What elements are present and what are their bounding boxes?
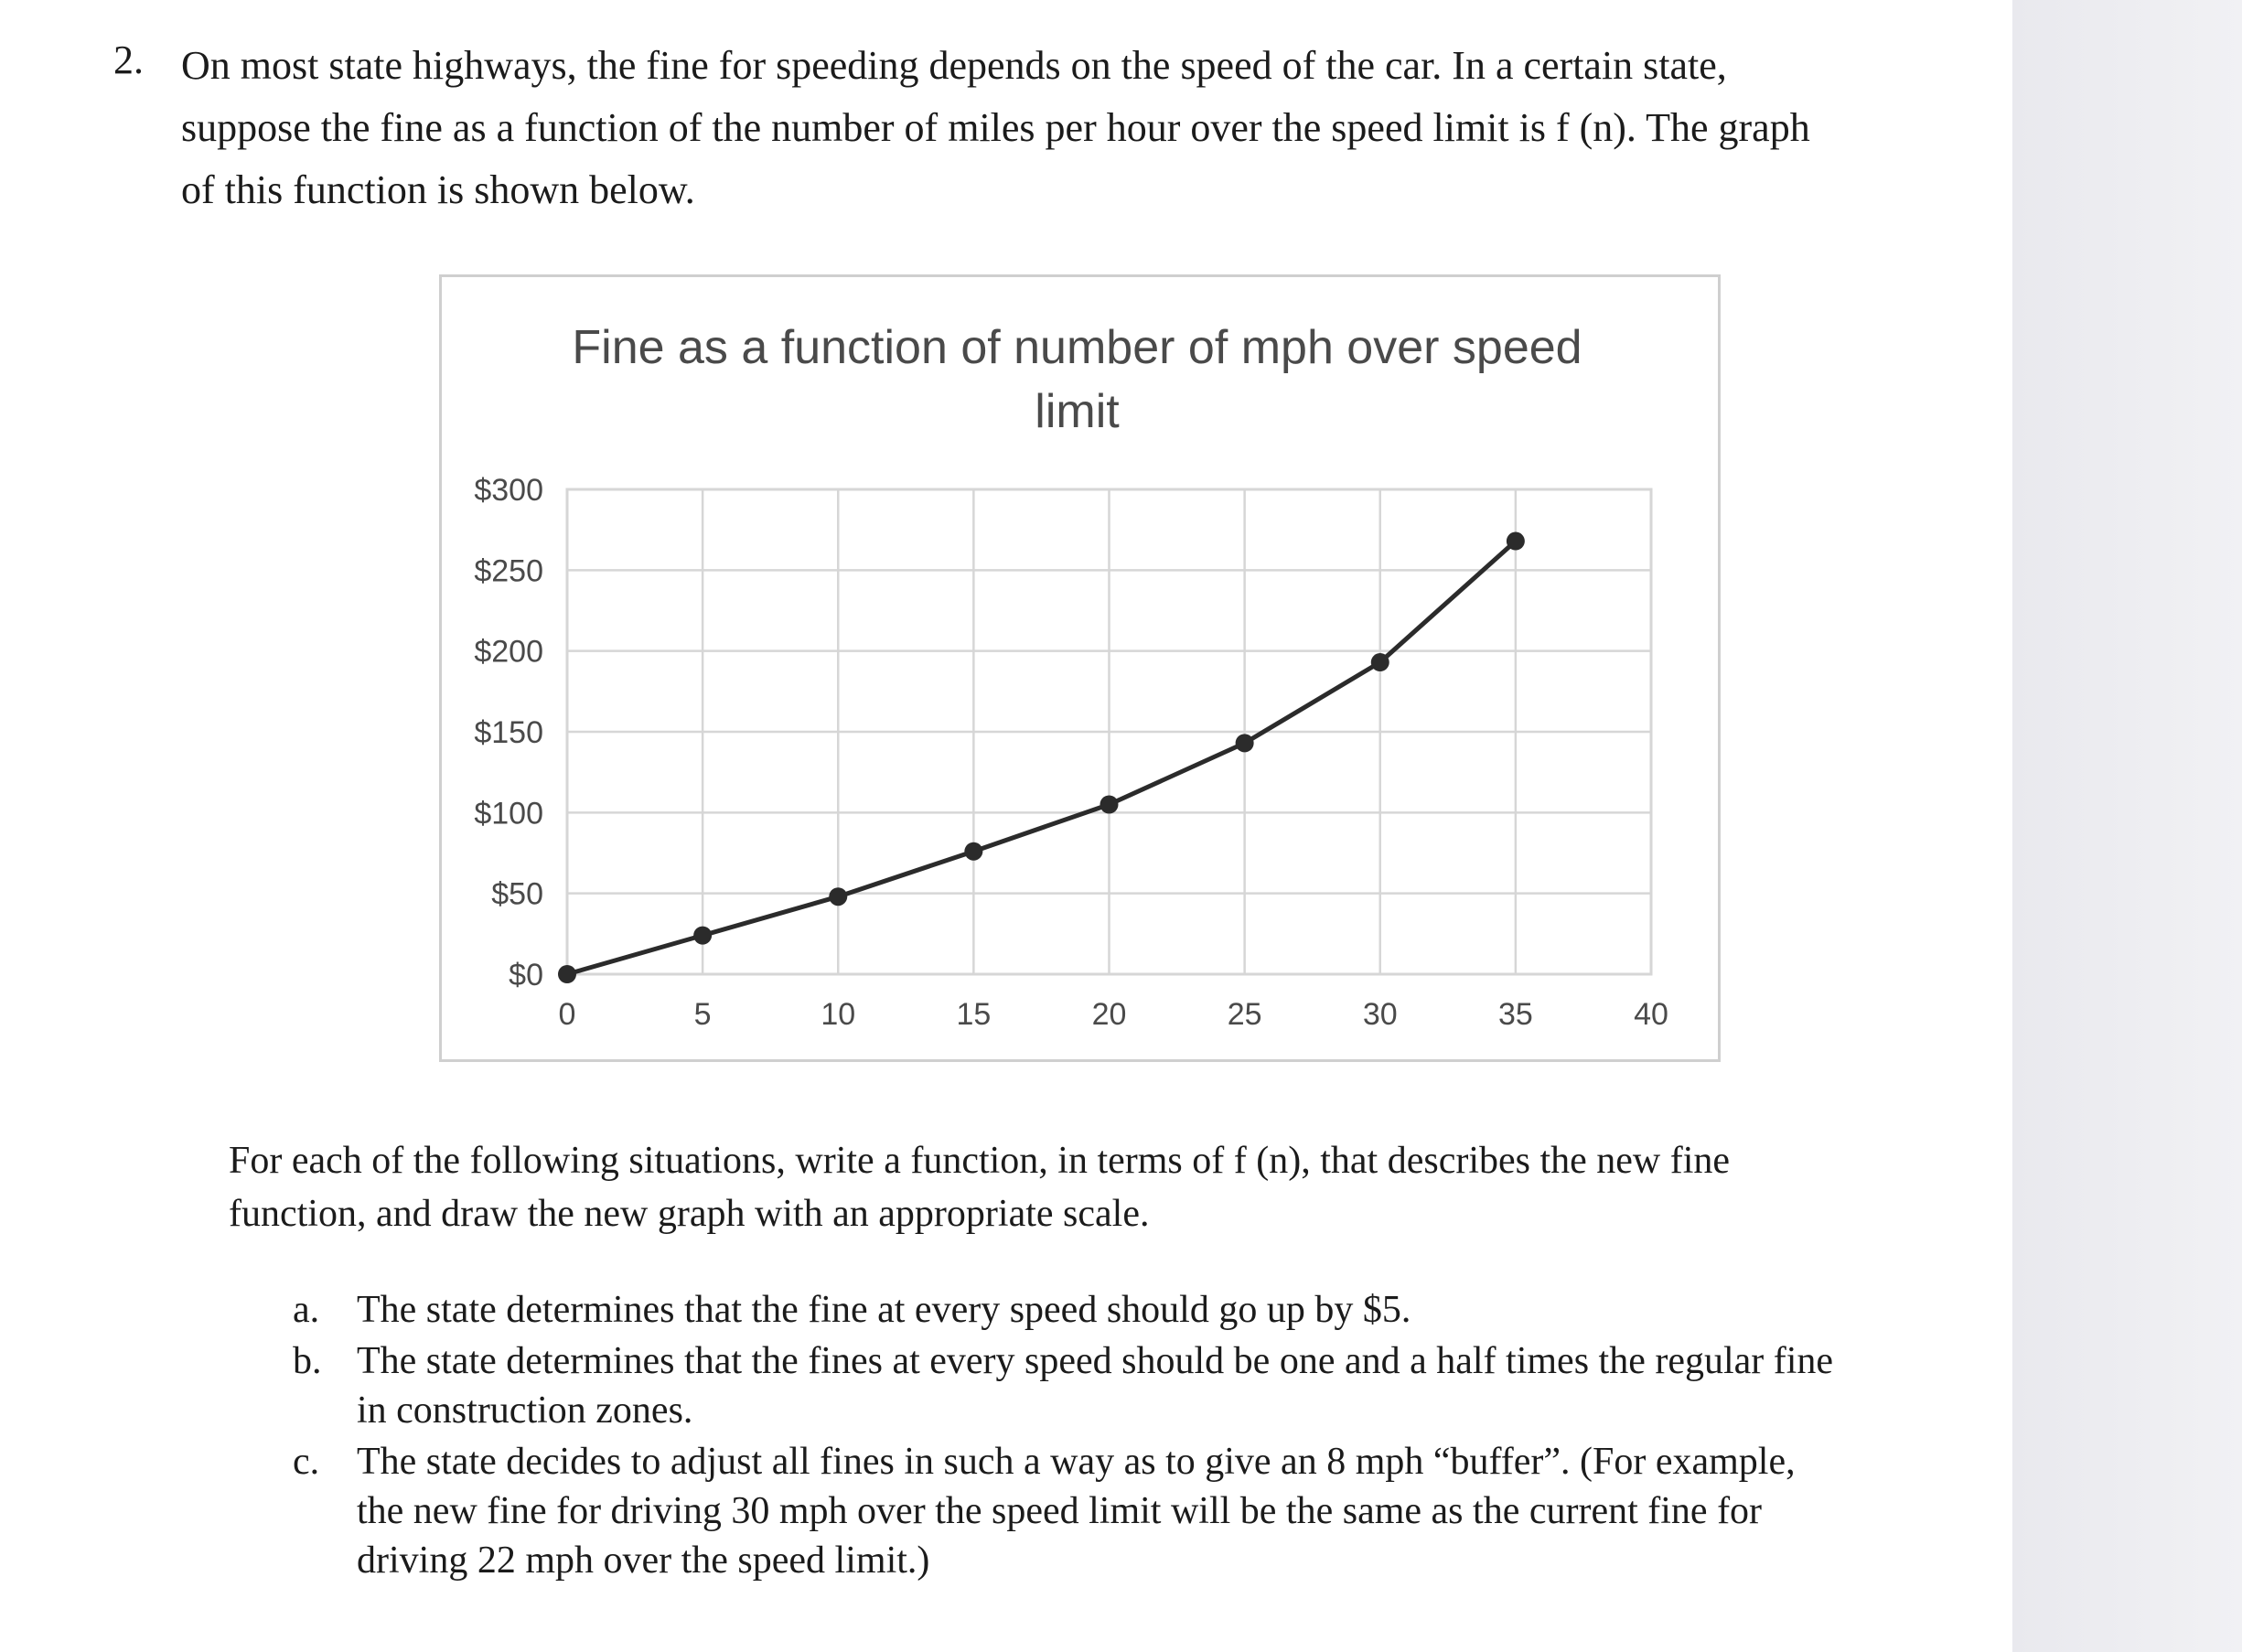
fine-line-chart [439,274,1715,1057]
y-tick-label: $100 [474,796,543,831]
part-line: in construction zones. [357,1389,693,1432]
part-line: The state determines that the fines at every speed should be one and a half times the regular fine [357,1340,1834,1382]
intro-line: of this function is shown below. [181,167,695,212]
part-line: The state decides to adjust all fines in such a way as to give an 8 mph “buffer”. (For example, [357,1441,1796,1483]
y-tick-label: $50 [491,876,543,912]
data-point [1236,734,1254,752]
x-tick-label: 10 [821,997,856,1032]
part-label: a. [293,1289,320,1331]
data-point [1100,796,1119,814]
screen-edge [2012,0,2242,1652]
part-line: driving 22 mph over the speed limit.) [357,1539,930,1582]
part-label: c. [293,1441,320,1483]
chart-title-line: limit [1035,385,1120,438]
data-point [1371,653,1389,671]
y-tick-label: $200 [474,634,543,670]
data-point [964,842,982,861]
y-tick-label: $150 [474,715,543,750]
question-intro [181,35,1974,221]
x-tick-label: 30 [1362,997,1398,1032]
part-line: the new fine for driving 30 mph over the speed limit will be the same as the current fine for [357,1490,1763,1532]
series-line [567,542,1516,974]
data-point [829,887,847,906]
y-tick-label: $250 [474,553,543,589]
data-point [1507,532,1525,551]
intro-line: suppose the fine as a function of the number of miles per hour over the speed limit is f (n). The graph [181,105,1810,150]
question-number: 2. [113,38,144,82]
data-point [693,927,712,945]
prompt-line: function, and draw the new graph with an appropriate scale. [229,1193,1150,1235]
intro-line: On most state highways, the fine for speeding depends on the speed of the car. In a certain state, [181,43,1727,88]
x-tick-label: 15 [956,997,992,1032]
y-tick-label: $0 [509,958,543,992]
y-tick-label: $300 [474,473,543,508]
x-tick-label: 35 [1497,997,1533,1032]
x-tick-label: 25 [1227,997,1262,1032]
x-tick-label: 20 [1091,997,1127,1032]
data-point [558,965,576,983]
part-label: b. [293,1340,322,1382]
question-parts [293,1285,1939,1587]
x-tick-label: 0 [558,997,576,1032]
prompt-line: For each of the following situations, write a function, in terms of f (n), that describes the new fine [229,1140,1731,1182]
part-a [293,1285,1939,1335]
part-b [293,1336,1939,1435]
part-line: The state determines that the fine at every speed should go up by $5. [357,1289,1411,1331]
chart-title-line: Fine as a function of number of mph over speed [572,321,1582,374]
question-prompt [229,1134,1875,1240]
x-tick-label: 5 [693,997,712,1032]
part-c [293,1437,1939,1585]
x-tick-label: 40 [1634,997,1668,1032]
